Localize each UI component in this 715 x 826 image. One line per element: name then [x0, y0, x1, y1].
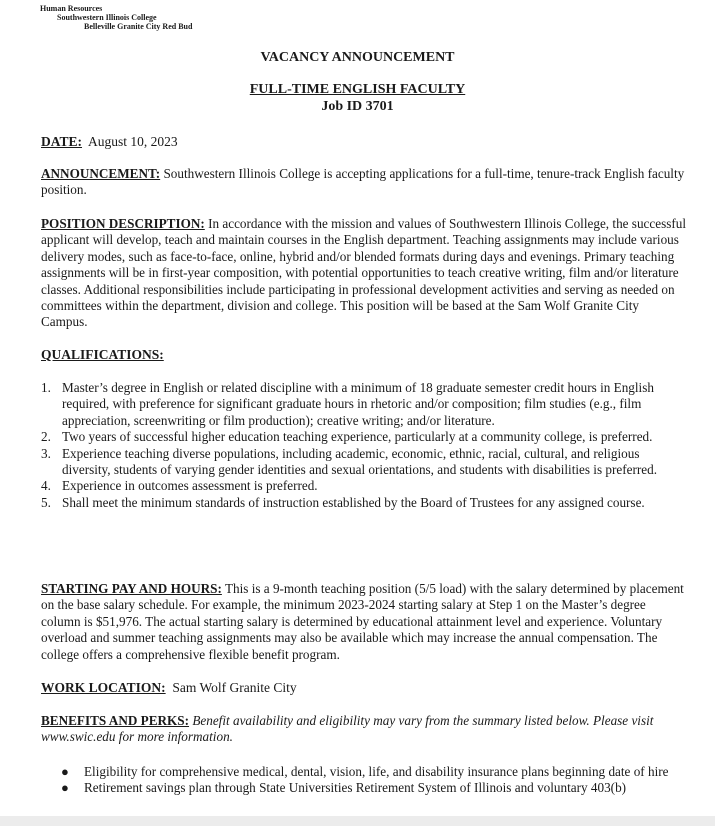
qualification-text: Two years of successful higher education teaching experience, particularly at a community college, is preferred.	[62, 429, 653, 445]
letterhead-department: Human Resources	[40, 4, 103, 13]
document-title: VACANCY ANNOUNCEMENT	[260, 50, 455, 65]
work-location-label: WORK LOCATION:	[41, 680, 166, 695]
qualification-text: Experience in outcomes assessment is preferred.	[62, 478, 318, 494]
qualification-item	[41, 429, 689, 445]
position-title: FULL-TIME ENGLISH FACULTY	[249, 82, 466, 97]
qualification-item	[41, 446, 689, 479]
qualification-number: 2.	[41, 429, 51, 445]
position-description-label: POSITION DESCRIPTION:	[41, 216, 205, 231]
bullet-icon: ●	[61, 780, 69, 796]
qualification-text: Master’s degree in English or related discipline with a minimum of 18 graduate semester credit hours in English required, with preference for significant graduate hours in rhetoric and/or composition; film studies (e.g., film appreciation, screenwriting or film production); creative writing; and/or literature.	[62, 380, 654, 428]
qualification-number: 4.	[41, 478, 51, 494]
benefit-item	[41, 764, 689, 780]
announcement-label: ANNOUNCEMENT:	[41, 166, 161, 181]
hr-letterhead	[40, 4, 192, 31]
position-description-text: In accordance with the mission and values of Southwestern Illinois College, the successful applicant will develop, teach and maintain courses in the English department. Teaching assignments may include various delivery modes, such as face-to-face, online, hybrid and/or blended formats during days and evenings. Primary teaching assignments will be in first-year composition, with potential opportunities to teach creative writing, film and/or literature classes. Additional responsibilities include participating in professional development activities and serving as needed on committees within the department, division and college. This position will be based at the Sam Wolf Granite City Campus.	[41, 216, 687, 330]
benefit-item	[41, 780, 689, 796]
qualification-item	[41, 380, 689, 429]
bullet-icon: ●	[61, 764, 69, 779]
qualification-number: 3.	[41, 445, 51, 461]
date-value: August 10, 2023	[88, 134, 178, 149]
qualifications-list	[41, 380, 689, 511]
qualification-text: Experience teaching diverse populations, including academic, economic, ethnic, racial, cultural, and religious diversity, students of varying gender identities and sexual orientations, and students with disabilities is preferred.	[62, 445, 658, 478]
benefit-text: Retirement savings plan through State Universities Retirement System of Illinois and voluntary 403(b)	[84, 780, 627, 796]
benefits-label: BENEFITS AND PERKS:	[41, 713, 190, 728]
announcement-section	[41, 166, 687, 199]
announcement-text: Southwestern Illinois College is accepting applications for a full-time, tenure-track English faculty position.	[41, 166, 685, 198]
qualification-number: 5.	[41, 494, 51, 510]
qualification-item	[41, 478, 689, 494]
position-title-wrap	[0, 82, 715, 98]
pay-section	[41, 581, 687, 663]
position-description-section	[41, 216, 687, 331]
qualification-text: Shall meet the minimum standards of instruction established by the Board of Trustees for any assigned course.	[62, 494, 645, 510]
letterhead-college: Southwestern Illinois College	[57, 13, 157, 22]
pay-text: This is a 9-month teaching position (5/5 load) with the salary determined by placement on the base salary schedule. For example, the minimum 2023-2024 starting salary at Step 1 on the Master’s degree column is $51,976. The actual starting salary is determined by educational attainment level and experience. Voluntary overload and summer teaching assignments may also be available which may increase the annual compensation. The college offers a comprehensive flexible benefit program.	[41, 581, 684, 662]
letterhead-campuses: Belleville Granite City Red Bud	[84, 22, 193, 31]
qualification-item	[41, 495, 689, 511]
qualification-number: 1.	[41, 380, 51, 395]
benefit-text: Eligibility for comprehensive medical, dental, vision, life, and disability insurance plans beginning date of hire	[84, 764, 669, 779]
qualifications-heading	[41, 347, 687, 363]
page-bottom-edge	[0, 816, 715, 826]
benefits-intro-text: Benefit availability and eligibility may vary from the summary listed below. Please visit www.swic.edu for more information.	[41, 713, 654, 745]
qualifications-label: QUALIFICATIONS:	[41, 347, 164, 362]
pay-label: STARTING PAY AND HOURS:	[41, 581, 222, 596]
date-line	[41, 134, 687, 150]
job-id: Job ID 3701	[321, 99, 394, 114]
work-location-value: Sam Wolf Granite City	[172, 680, 297, 695]
benefits-list	[41, 764, 689, 797]
work-location-line	[41, 680, 687, 696]
date-label: DATE:	[41, 134, 83, 149]
benefits-section	[41, 713, 687, 746]
